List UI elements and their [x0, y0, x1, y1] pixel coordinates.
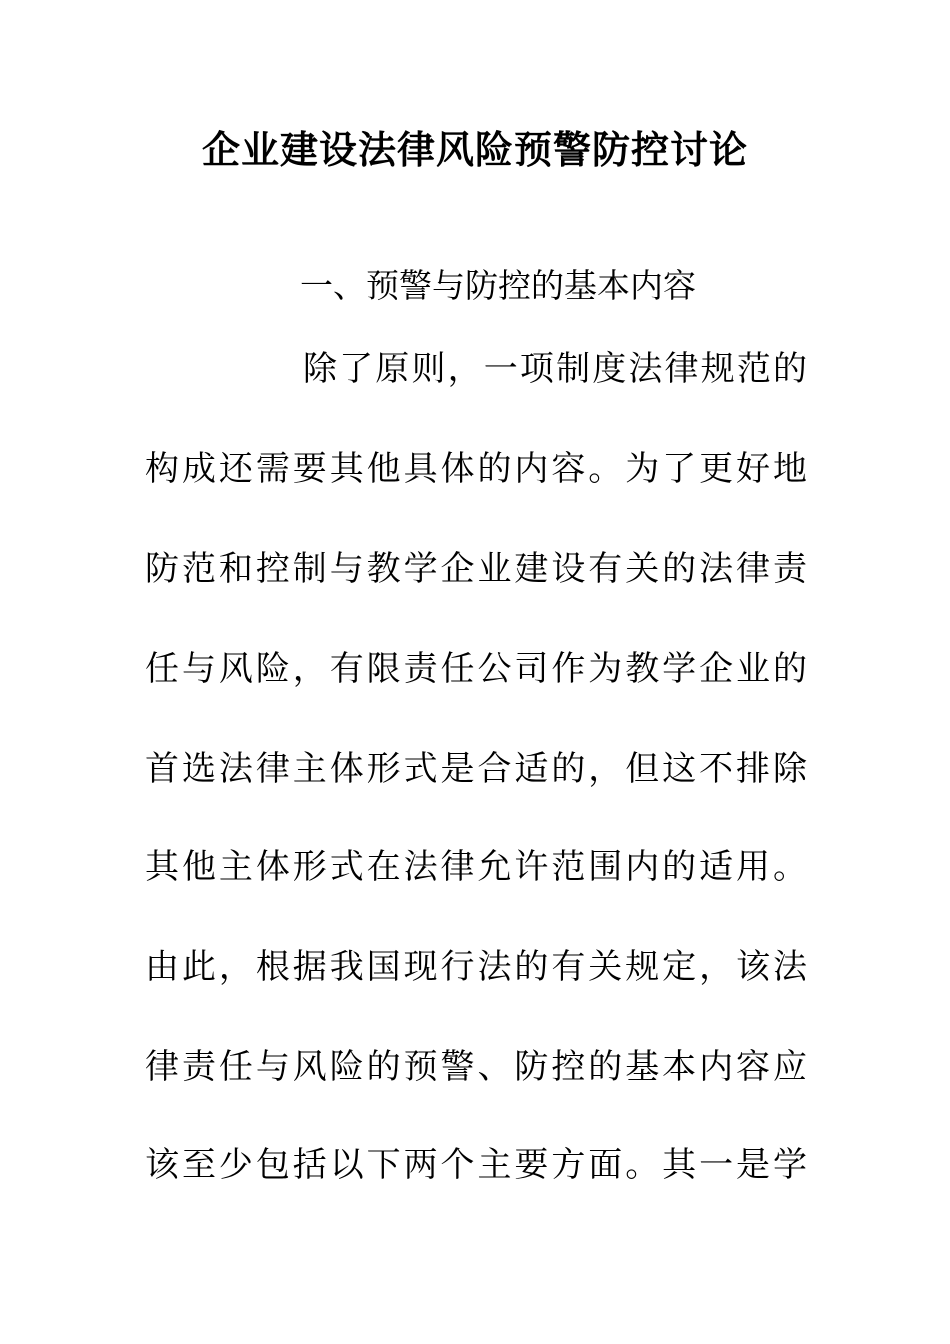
paragraph-line: 防范和控制与教学企业建设有关的法律责 — [145, 549, 807, 589]
paragraph-line: 任与风险，有限责任公司作为教学企业的 — [145, 649, 807, 689]
paragraph-line: 除了原则，一项制度法律规范的 — [303, 349, 807, 389]
paragraph-line: 首选法律主体形式是合适的，但这不排除 — [145, 749, 807, 789]
document-title: 企业建设法律风险预警防控讨论 — [201, 127, 748, 172]
paragraph-line: 该至少包括以下两个主要方面。其一是学 — [145, 1145, 807, 1185]
paragraph-line: 律责任与风险的预警、防控的基本内容应 — [145, 1047, 807, 1087]
section-heading: 一、预警与防控的基本内容 — [300, 266, 696, 305]
paragraph-line: 构成还需要其他具体的内容。为了更好地 — [145, 449, 807, 489]
paragraph-line: 其他主体形式在法律允许范围内的适用。 — [145, 847, 807, 887]
paragraph-line: 由此，根据我国现行法的有关规定，该法 — [145, 947, 807, 987]
